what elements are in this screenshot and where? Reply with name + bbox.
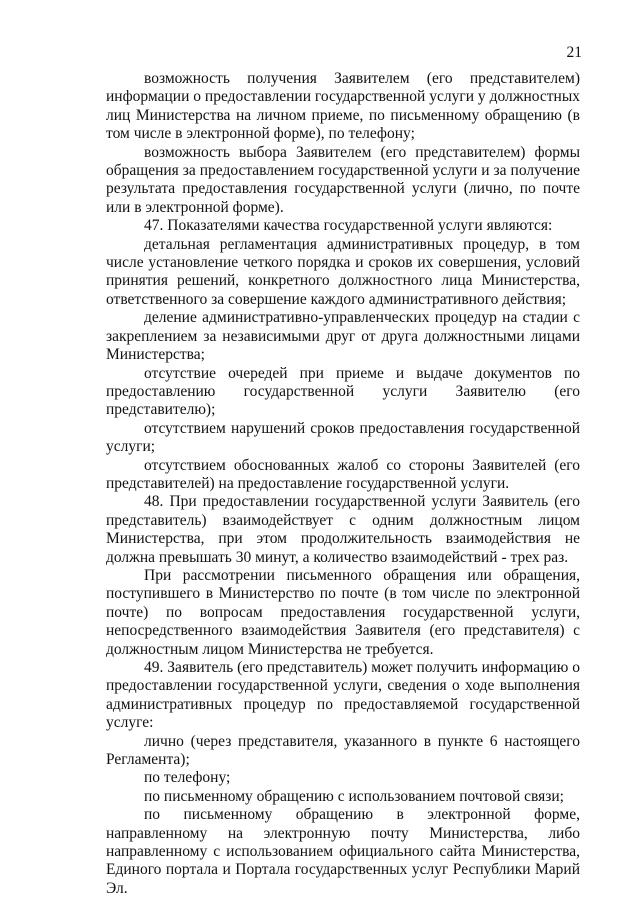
paragraph-procedure-regulation: детальная регламентация административных процедур, в том числе установление четкого порядка и сроков их совершения, условий принятия решений, конкретного должностного лица Министерства, ответственного за совершение каждого административного действия;	[106, 235, 580, 308]
paragraph-by-phone: по телефону;	[144, 769, 231, 787]
paragraph-no-queues: отсутствие очередей при приеме и выдаче документов по предоставлению государственной услуги Заявителю (его представителю);	[106, 364, 580, 419]
paragraph-no-complaints: отсутствием обоснованных жалоб со стороны Заявителей (его представителей) на предоставление государственной услуги.	[106, 456, 580, 492]
paragraph-postal-request: по письменному обращению с использованием почтовой связи;	[144, 787, 564, 805]
paragraph-procedure-division: деление административно-управленческих процедур на стадии с закреплением за независимыми друг от друга должностными лицами Министерства;	[106, 309, 580, 364]
paragraph-written-requests: При рассмотрении письменного обращения или обращения, поступившего в Министерство по почте (в том числе по электронной почте) по вопросам предоставления государственной услуги, непосредственного взаимодействия Заявителя (его представителя) с должностным лицом Министерства не требуется.	[106, 566, 580, 658]
paragraph-49-information: 49. Заявитель (его представитель) может получить информацию о предоставлении государственной услуги, сведения о ходе выполнения административных процедур по предоставляемой государственной услуге:	[106, 659, 580, 732]
paragraph-no-deadline-violations: отсутствием нарушений сроков предоставления государственной услуги;	[106, 419, 580, 456]
document-body	[106, 70, 580, 898]
page-number: 21	[566, 44, 582, 61]
paragraph-info-access: возможность получения Заявителем (его представителем) информации о предоставлении государственной услуги у должностных лиц Министерства на личном приеме, по письменному обращению (в том числе в электронной форме), по телефону;	[106, 70, 580, 143]
paragraph-form-choice: возможность выбора Заявителем (его представителем) формы обращения за предоставлением государственной услуги и за получение результата предоставления государственной услуги (лично, по почте или в электронной форме).	[106, 143, 580, 216]
paragraph-in-person: лично (через представителя, указанного в пункте 6 настоящего Регламента);	[106, 732, 580, 769]
paragraph-electronic-request: по письменному обращению в электронной форме, направленному на электронную почту Министерства, либо направленному с использованием официального сайта Министерства, Единого портала и Портала государственных услуг Республики Марий Эл.	[106, 806, 580, 897]
paragraph-48-interaction: 48. При предоставлении государственной услуги Заявитель (его представитель) взаимодействует с одним должностным лицом Министерства, при этом продолжительность взаимодействия не должна превышать 30 минут, а количество взаимодействий - трех раз.	[106, 493, 580, 566]
paragraph-47-heading: 47. Показателями качества государственной услуги являются:	[144, 217, 553, 235]
